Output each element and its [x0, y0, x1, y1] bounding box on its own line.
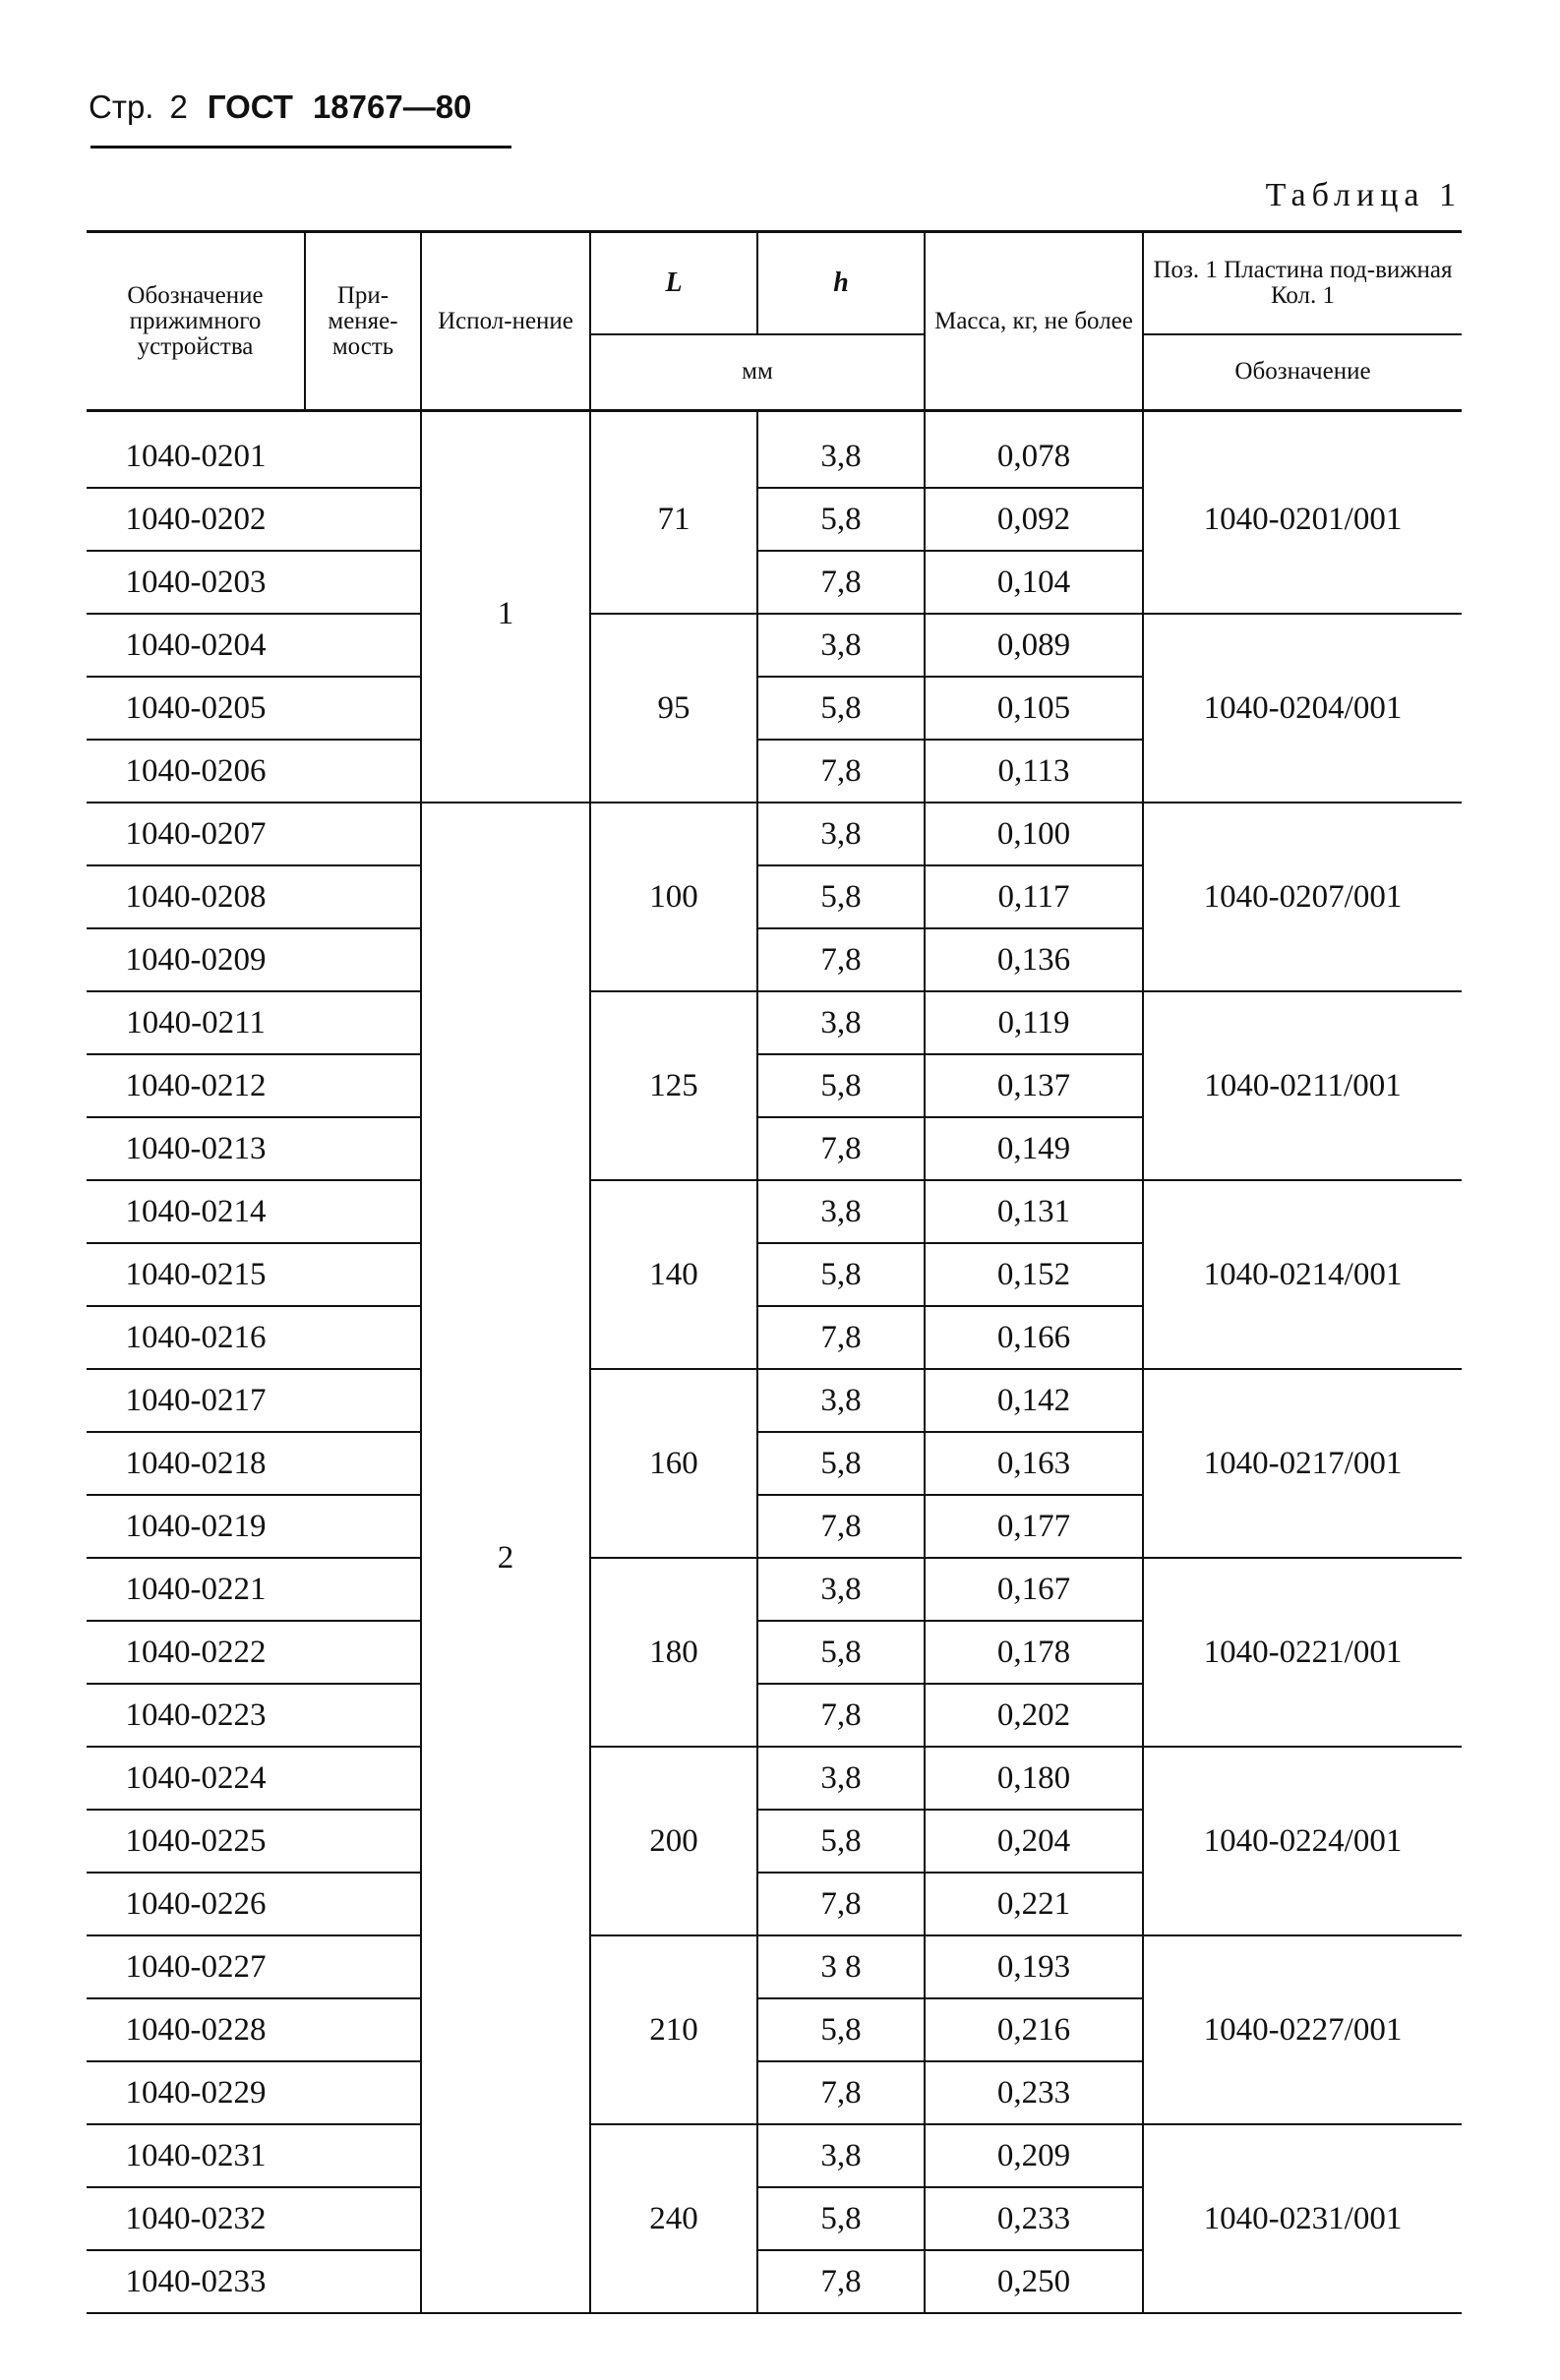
applicability-cell	[305, 865, 421, 928]
mass-cell: 0,177	[925, 1495, 1143, 1558]
height-cell: 3,8	[757, 411, 925, 489]
applicability-cell	[305, 1873, 421, 1935]
designation-cell: 1040-0224	[87, 1747, 305, 1810]
table-head	[87, 232, 1462, 411]
height-cell: 7,8	[757, 1495, 925, 1558]
applicability-cell	[305, 1054, 421, 1117]
designation-cell: 1040-0213	[87, 1117, 305, 1180]
mass-cell: 0,204	[925, 1810, 1143, 1873]
mass-cell: 0,233	[925, 2187, 1143, 2250]
height-cell: 3,8	[757, 614, 925, 677]
plate-designation-cell: 1040-0224/001	[1143, 1747, 1462, 1935]
data-table-wrapper	[87, 230, 1462, 2314]
col-header-units: мм	[590, 334, 925, 411]
height-cell: 3,8	[757, 1747, 925, 1810]
mass-cell: 0,119	[925, 991, 1143, 1054]
height-cell: 3,8	[757, 991, 925, 1054]
height-cell: 7,8	[757, 2250, 925, 2313]
table-row	[87, 614, 1462, 677]
mass-cell: 0,078	[925, 411, 1143, 489]
applicability-cell	[305, 803, 421, 865]
designation-cell: 1040-0216	[87, 1306, 305, 1369]
length-cell: 180	[590, 1558, 757, 1747]
table-row	[87, 803, 1462, 865]
designation-cell: 1040-0212	[87, 1054, 305, 1117]
height-cell: 3,8	[757, 1558, 925, 1621]
height-cell: 3,8	[757, 1369, 925, 1432]
length-cell: 240	[590, 2124, 757, 2313]
mass-cell: 0,142	[925, 1369, 1143, 1432]
applicability-cell	[305, 551, 421, 614]
mass-cell: 0,166	[925, 1306, 1143, 1369]
page-number: 2	[169, 89, 188, 125]
col-header-mass: Масса, кг, не более	[925, 232, 1143, 411]
designation-cell: 1040-0229	[87, 2061, 305, 2124]
designation-cell: 1040-0207	[87, 803, 305, 865]
plate-designation-cell: 1040-0231/001	[1143, 2124, 1462, 2313]
applicability-cell	[305, 1935, 421, 1998]
height-cell: 7,8	[757, 740, 925, 803]
data-table	[87, 230, 1462, 2314]
mass-cell: 0,233	[925, 2061, 1143, 2124]
height-cell: 3,8	[757, 803, 925, 865]
length-cell: 210	[590, 1935, 757, 2124]
applicability-cell	[305, 2061, 421, 2124]
designation-cell: 1040-0222	[87, 1621, 305, 1684]
length-cell: 200	[590, 1747, 757, 1935]
col-header-plate-designation: Обозначение	[1143, 334, 1462, 411]
table-row	[87, 1747, 1462, 1810]
height-cell: 7,8	[757, 1306, 925, 1369]
table-row	[87, 1935, 1462, 1998]
applicability-cell	[305, 1117, 421, 1180]
col-header-version: Испол-нение	[421, 232, 590, 411]
mass-cell: 0,092	[925, 488, 1143, 551]
applicability-cell	[305, 1810, 421, 1873]
applicability-cell	[305, 740, 421, 803]
header-rule	[90, 146, 511, 149]
mass-cell: 0,136	[925, 928, 1143, 991]
designation-cell: 1040-0217	[87, 1369, 305, 1432]
plate-designation-cell: 1040-0211/001	[1143, 991, 1462, 1180]
plate-designation-cell: 1040-0201/001	[1143, 411, 1462, 615]
table-row	[87, 2124, 1462, 2187]
applicability-cell	[305, 928, 421, 991]
applicability-cell	[305, 1621, 421, 1684]
table-row	[87, 1180, 1462, 1243]
mass-cell: 0,137	[925, 1054, 1143, 1117]
applicability-cell	[305, 1558, 421, 1621]
applicability-cell	[305, 1180, 421, 1243]
standard-name: ГОСТ	[207, 89, 293, 125]
table-row	[87, 1369, 1462, 1432]
applicability-cell	[305, 411, 421, 489]
designation-cell: 1040-0209	[87, 928, 305, 991]
col-header-applicability: При-меняе-мость	[305, 232, 421, 411]
mass-cell: 0,152	[925, 1243, 1143, 1306]
designation-cell: 1040-0231	[87, 2124, 305, 2187]
mass-cell: 0,209	[925, 2124, 1143, 2187]
designation-cell: 1040-0206	[87, 740, 305, 803]
plate-designation-cell: 1040-0204/001	[1143, 614, 1462, 803]
mass-cell: 0,089	[925, 614, 1143, 677]
designation-cell: 1040-0227	[87, 1935, 305, 1998]
designation-cell: 1040-0205	[87, 677, 305, 740]
mass-cell: 0,167	[925, 1558, 1143, 1621]
height-cell: 5,8	[757, 1621, 925, 1684]
mass-cell: 0,113	[925, 740, 1143, 803]
height-cell: 5,8	[757, 865, 925, 928]
mass-cell: 0,163	[925, 1432, 1143, 1495]
height-cell: 7,8	[757, 1684, 925, 1747]
mass-cell: 0,216	[925, 1998, 1143, 2061]
mass-cell: 0,104	[925, 551, 1143, 614]
table-row	[87, 411, 1462, 489]
length-cell: 71	[590, 411, 757, 615]
designation-cell: 1040-0204	[87, 614, 305, 677]
col-header-L: L	[590, 232, 757, 334]
mass-cell: 0,180	[925, 1747, 1143, 1810]
applicability-cell	[305, 2124, 421, 2187]
designation-cell: 1040-0221	[87, 1558, 305, 1621]
height-cell: 7,8	[757, 928, 925, 991]
designation-cell: 1040-0226	[87, 1873, 305, 1935]
applicability-cell	[305, 991, 421, 1054]
height-cell: 5,8	[757, 1243, 925, 1306]
height-cell: 5,8	[757, 1054, 925, 1117]
version-cell: 2	[421, 803, 590, 2313]
plate-designation-cell: 1040-0214/001	[1143, 1180, 1462, 1369]
height-cell: 5,8	[757, 2187, 925, 2250]
mass-cell: 0,131	[925, 1180, 1143, 1243]
height-cell: 3 8	[757, 1935, 925, 1998]
table-caption: Таблица 1	[1265, 177, 1462, 213]
table-row	[87, 991, 1462, 1054]
length-cell: 140	[590, 1180, 757, 1369]
applicability-cell	[305, 1306, 421, 1369]
plate-designation-cell: 1040-0217/001	[1143, 1369, 1462, 1558]
table-row	[87, 1558, 1462, 1621]
height-cell: 7,8	[757, 1873, 925, 1935]
standard-number: 18767—80	[312, 89, 472, 125]
designation-cell: 1040-0211	[87, 991, 305, 1054]
designation-cell: 1040-0228	[87, 1998, 305, 2061]
applicability-cell	[305, 2250, 421, 2313]
mass-cell: 0,250	[925, 2250, 1143, 2313]
applicability-cell	[305, 677, 421, 740]
designation-cell: 1040-0233	[87, 2250, 305, 2313]
designation-cell: 1040-0201	[87, 411, 305, 489]
applicability-cell	[305, 1243, 421, 1306]
height-cell: 5,8	[757, 1810, 925, 1873]
height-cell: 5,8	[757, 677, 925, 740]
mass-cell: 0,149	[925, 1117, 1143, 1180]
applicability-cell	[305, 614, 421, 677]
mass-cell: 0,100	[925, 803, 1143, 865]
col-header-plate: Поз. 1 Пластина под-вижная Кол. 1	[1143, 232, 1462, 334]
height-cell: 3,8	[757, 1180, 925, 1243]
designation-cell: 1040-0208	[87, 865, 305, 928]
height-cell: 5,8	[757, 488, 925, 551]
applicability-cell	[305, 2187, 421, 2250]
length-cell: 160	[590, 1369, 757, 1558]
height-cell: 7,8	[757, 1117, 925, 1180]
mass-cell: 0,202	[925, 1684, 1143, 1747]
table-body	[87, 411, 1462, 2314]
plate-designation-cell: 1040-0221/001	[1143, 1558, 1462, 1747]
length-cell: 100	[590, 803, 757, 991]
mass-cell: 0,105	[925, 677, 1143, 740]
height-cell: 5,8	[757, 1432, 925, 1495]
col-header-designation: Обозначение прижимного устройства	[87, 232, 305, 411]
designation-cell: 1040-0219	[87, 1495, 305, 1558]
length-cell: 95	[590, 614, 757, 803]
designation-cell: 1040-0215	[87, 1243, 305, 1306]
applicability-cell	[305, 1684, 421, 1747]
applicability-cell	[305, 1432, 421, 1495]
designation-cell: 1040-0223	[87, 1684, 305, 1747]
height-cell: 5,8	[757, 1998, 925, 2061]
designation-cell: 1040-0214	[87, 1180, 305, 1243]
applicability-cell	[305, 1998, 421, 2061]
mass-cell: 0,117	[925, 865, 1143, 928]
plate-designation-cell: 1040-0227/001	[1143, 1935, 1462, 2124]
mass-cell: 0,193	[925, 1935, 1143, 1998]
height-cell: 3,8	[757, 2124, 925, 2187]
page-header	[89, 89, 471, 148]
length-cell: 125	[590, 991, 757, 1180]
version-cell: 1	[421, 411, 590, 803]
designation-cell: 1040-0218	[87, 1432, 305, 1495]
designation-cell: 1040-0232	[87, 2187, 305, 2250]
applicability-cell	[305, 1747, 421, 1810]
mass-cell: 0,178	[925, 1621, 1143, 1684]
col-header-h: h	[757, 232, 925, 334]
designation-cell: 1040-0225	[87, 1810, 305, 1873]
designation-cell: 1040-0202	[87, 488, 305, 551]
applicability-cell	[305, 488, 421, 551]
applicability-cell	[305, 1495, 421, 1558]
page-label: Стр.	[89, 89, 154, 125]
designation-cell: 1040-0203	[87, 551, 305, 614]
height-cell: 7,8	[757, 551, 925, 614]
plate-designation-cell: 1040-0207/001	[1143, 803, 1462, 991]
applicability-cell	[305, 1369, 421, 1432]
mass-cell: 0,221	[925, 1873, 1143, 1935]
height-cell: 7,8	[757, 2061, 925, 2124]
